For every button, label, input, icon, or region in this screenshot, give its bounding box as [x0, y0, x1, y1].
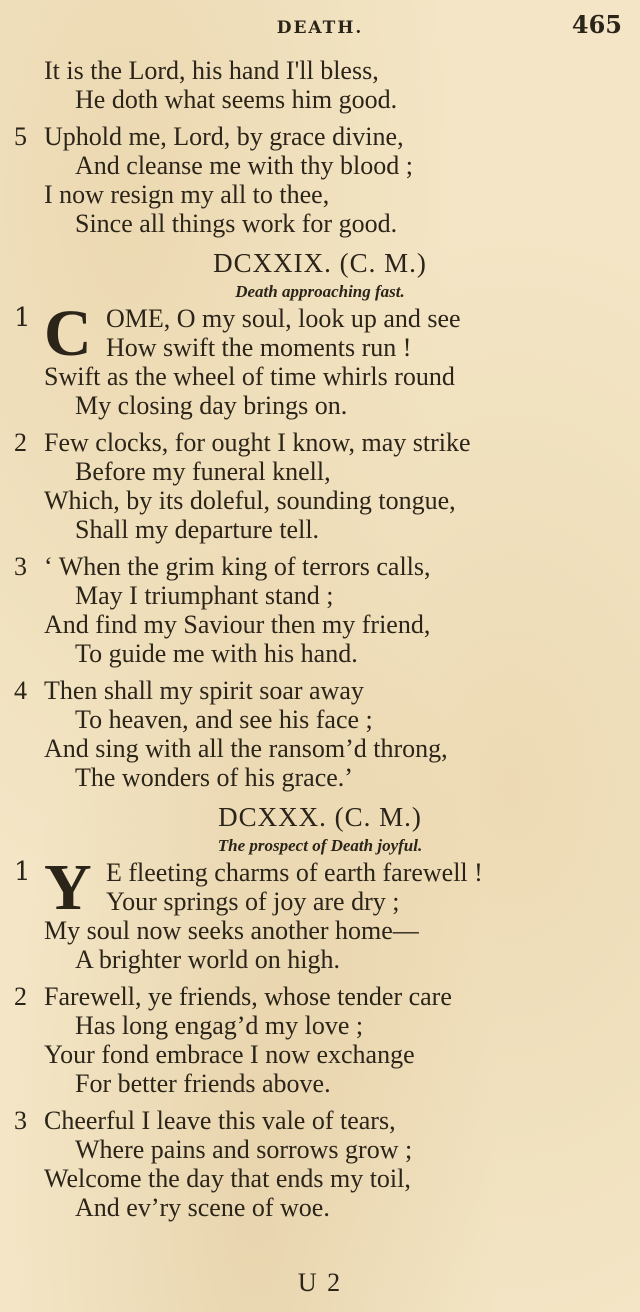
stanza-number: 2 [14, 428, 27, 457]
verse-line: To heaven, and see his face ; [75, 705, 373, 734]
verse-line [0, 676, 640, 705]
stanza-2 [0, 982, 640, 1098]
stanza-1 [0, 851, 640, 974]
verse-line: And sing with all the ransom’d throng, [44, 734, 448, 763]
stanza-number: 1 [14, 303, 31, 333]
hymn-heading: DCXXX. (C. M.) [218, 802, 422, 832]
verse-line: My soul now seeks another home— [44, 916, 419, 945]
stanza-3 [0, 552, 640, 668]
verse-text: Farewell, ye friends, whose tender care [44, 982, 452, 1011]
verse-line: For better friends above. [75, 1069, 331, 1098]
stanza-number: 2 [14, 982, 27, 1011]
verse-line: I now resign my all to thee, [44, 180, 330, 209]
verse-line: And ev’ry scene of woe. [75, 1193, 330, 1222]
verse-line: May I triumphant stand ; [75, 581, 334, 610]
verse-line: My closing day brings on. [75, 391, 348, 420]
stanza-continued [0, 56, 640, 114]
verse-line: He doth what seems him good. [75, 85, 398, 114]
stanza-1 [0, 297, 640, 420]
stanza-2 [0, 428, 640, 544]
verse-line: Where pains and sorrows grow ; [75, 1135, 413, 1164]
verse-line: Shall my departure tell. [75, 515, 320, 544]
verse-line: Your springs of joy are dry ; [106, 887, 400, 916]
verse-text: Then shall my spirit soar away [44, 676, 364, 705]
stanza-number: 3 [14, 552, 27, 581]
signature-mark: U 2 [297, 1268, 343, 1297]
stanza-number: 4 [14, 676, 27, 705]
hymn-heading: DCXXIX. (C. M.) [213, 248, 427, 278]
verse-line: E fleeting charms of earth farewell ! [106, 858, 483, 887]
stanza-number: 1 [14, 857, 31, 887]
stanza-number: 5 [14, 122, 27, 151]
page-number: 465 [571, 10, 622, 39]
verse-line: The wonders of his grace.’ [75, 763, 353, 792]
verse-text: ‘ When the grim king of terrors calls, [44, 552, 431, 581]
verse-line: Swift as the wheel of time whirls round [44, 362, 455, 391]
verse-line: It is the Lord, his hand I'll bless, [44, 56, 379, 85]
hymn-title: Death approaching fast. [235, 282, 405, 301]
verse-line [0, 982, 640, 1011]
verse-text: Few clocks, for ought I know, may strike [44, 428, 471, 457]
drop-cap: C [44, 297, 92, 370]
page-body [0, 56, 640, 1230]
verse-line: Before my funeral knell, [75, 457, 331, 486]
stanza-4 [0, 676, 640, 792]
hymn-title: The prospect of Death joyful. [217, 836, 423, 855]
verse-line [0, 122, 640, 151]
verse-text: Uphold me, Lord, by grace divine, [44, 122, 404, 151]
verse-line: A brighter world on high. [75, 945, 341, 974]
verse-line: Has long engag’d my love ; [75, 1011, 364, 1040]
verse-line: And find my Saviour then my friend, [44, 610, 431, 639]
stanza-3 [0, 1106, 640, 1222]
verse-line: And cleanse me with thy blood ; [75, 151, 413, 180]
verse-line: To guide me with his hand. [75, 639, 358, 668]
drop-cap: Y [44, 851, 92, 924]
verse-line [0, 428, 640, 457]
verse-line: How swift the moments run ! [106, 333, 412, 362]
verse-line: OME, O my soul, look up and see [106, 304, 461, 333]
verse-line: Welcome the day that ends my toil, [44, 1164, 411, 1193]
stanza-5 [0, 122, 640, 238]
verse-line: Since all things work for good. [75, 209, 398, 238]
verse-text: Cheerful I leave this vale of tears, [44, 1106, 396, 1135]
running-head: DEATH. [276, 18, 364, 38]
stanza-number: 3 [14, 1106, 27, 1135]
verse-line [0, 552, 640, 581]
verse-line: Your fond embrace I now exchange [44, 1040, 415, 1069]
verse-line: Which, by its doleful, sounding tongue, [44, 486, 456, 515]
verse-line [0, 1106, 640, 1135]
